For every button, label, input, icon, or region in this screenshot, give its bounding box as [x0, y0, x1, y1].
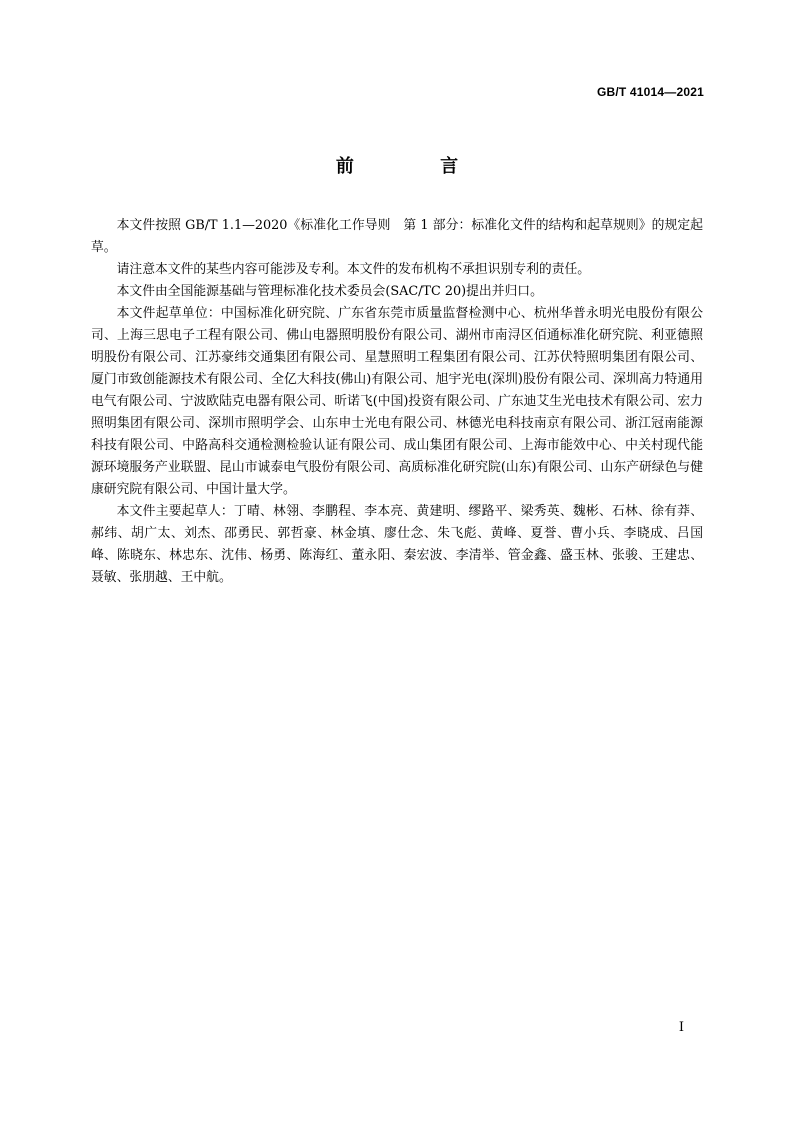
page-title: 前 言 — [335, 156, 499, 177]
foreword-body — [91, 215, 703, 589]
paragraph-drafters: 本文件主要起草人：丁晴、林翎、李鹏程、李本亮、黄建明、缪路平、梁秀英、魏彬、石林、徐有莽、郝纬、胡广太、刘杰、邵勇民、郭哲豪、林金填、廖仕念、朱飞彪、黄峰、夏誉、曹小兵、李晓成、吕国峰、陈晓东、林忠东、沈伟、杨勇、陈海红、董永阳、秦宏波、李清举、管金鑫、盛玉林、张骏、王建忠、聂敏、张朋越、王中航。 — [91, 504, 703, 585]
paragraph-drafting-organizations: 本文件起草单位：中国标准化研究院、广东省东莞市质量监督检测中心、杭州华普永明光电股份有限公司、上海三思电子工程有限公司、佛山电器照明股份有限公司、湖州市南浔区佰通标准化研究院、利亚德照明股份有限公司、江苏豪纬交通集团有限公司、星慧照明工程集团有限公司、江苏伏特照明集团有限公司、厦门市致创能源技术有限公司、全亿大科技(佛山)有限公司、旭宇光电(深圳)股份有限公司、深圳高力特通用电气有限公司、宁波欧陆克电器有限公司、昕诺飞(中国)投资有限公司、广东迪艾生光电技术有限公司、宏力照明集团有限公司、深圳市照明学会、山东申士光电有限公司、林德光电科技南京有限公司、浙江冠南能源科技有限公司、中路高科交通检测检验认证有限公司、成山集团有限公司、上海市能效中心、中关村现代能源环境服务产业联盟、昆山市诚泰电气股份有限公司、高质标准化研究院(山东)有限公司、山东产研绿色与健康研究院有限公司、中国计量大学。 — [91, 306, 703, 497]
standard-code: GB/T 41014—2021 — [596, 85, 704, 99]
paragraph-proposer: 本文件由全国能源基础与管理标准化技术委员会(SAC/TC 20)提出并归口。 — [116, 284, 543, 299]
paragraph-drafting-rules: 本文件按照 GB/T 1.1—2020《标准化工作导则 第 1 部分：标准化文件的结构和起草规则》的规定起草。 — [91, 218, 703, 255]
paragraph-patent-notice: 请注意本文件的某些内容可能涉及专利。本文件的发布机构不承担识别专利的责任。 — [116, 262, 591, 277]
page-number: I — [678, 1020, 684, 1035]
